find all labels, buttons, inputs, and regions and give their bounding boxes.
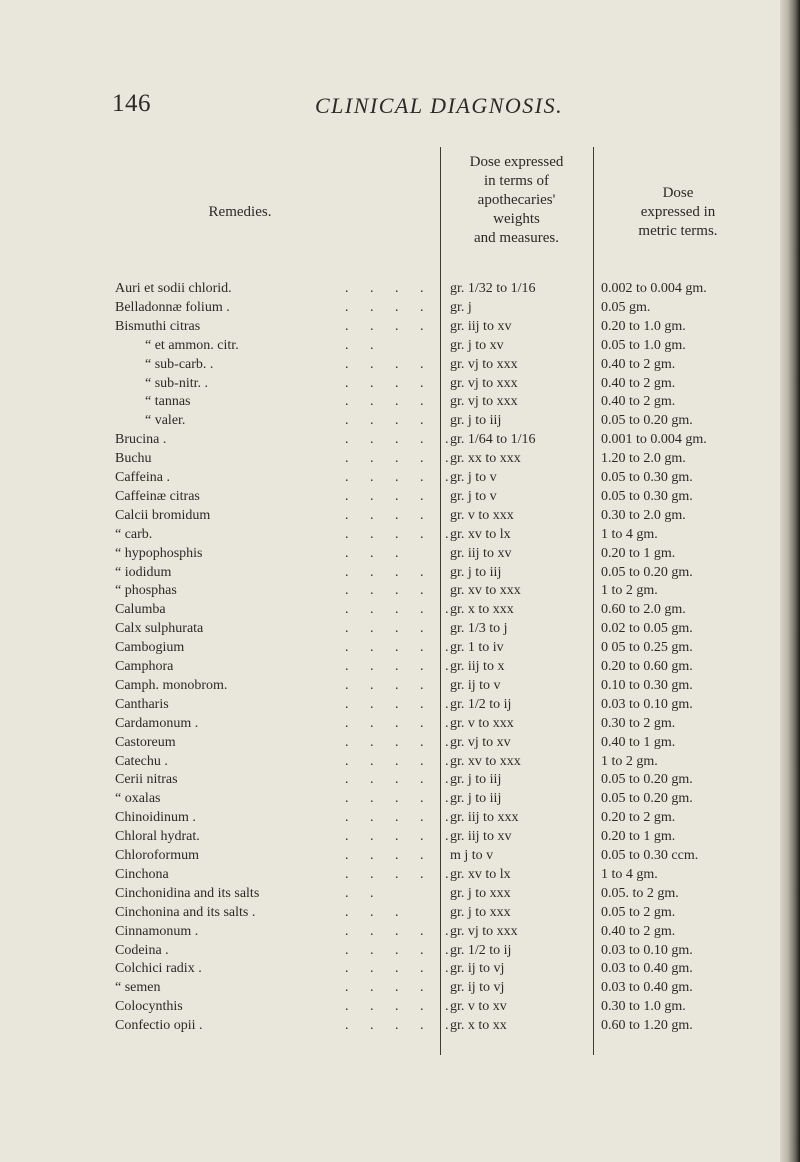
metric-dose: 0 05 to 0.25 gm. xyxy=(601,640,693,656)
remedy-name: Cardamonum . xyxy=(115,715,199,731)
remedy-name: Buchu xyxy=(115,451,152,467)
leader-dots: . . xyxy=(345,885,383,901)
metric-dose: 0.05 to 0.30 gm. xyxy=(601,488,693,504)
table-row xyxy=(0,999,800,1018)
apothecaries-dose: gr. 1/2 to ij xyxy=(450,696,512,712)
remedy-name: Caffeinæ citras xyxy=(115,488,200,504)
table-row xyxy=(0,980,800,999)
metric-dose: 0.20 to 0.60 gm. xyxy=(601,659,693,674)
leader-dots: . . . . xyxy=(345,848,433,863)
metric-dose: 0.05 to 0.30 gm. xyxy=(601,470,693,485)
table-row xyxy=(0,905,800,924)
leader-dots: . . . . . xyxy=(345,602,458,618)
metric-dose: 0.05 to 2 gm. xyxy=(601,904,676,920)
apothecaries-dose: gr. x to xx xyxy=(450,1018,507,1034)
metric-header-line: expressed in xyxy=(640,204,716,220)
table-row xyxy=(0,508,800,527)
table-row xyxy=(0,697,800,716)
remedy-name: Calcii bromidum xyxy=(115,507,211,523)
remedy-name: “ carb. xyxy=(115,526,153,542)
table-row xyxy=(0,394,800,413)
table-row xyxy=(0,640,800,659)
apothecaries-dose: gr. j to xxx xyxy=(450,904,511,920)
table-row xyxy=(0,1018,800,1037)
table-row xyxy=(0,319,800,338)
apothecaries-column-header xyxy=(440,153,593,248)
remedy-name: Bismuthi citras xyxy=(115,318,201,334)
table-row xyxy=(0,886,800,905)
table-row xyxy=(0,772,800,791)
leader-dots: . . . . xyxy=(345,980,433,996)
leader-dots: . . xyxy=(345,337,383,353)
leader-dots: . . . . xyxy=(345,413,433,429)
remedy-name: Caffeina . xyxy=(115,470,170,485)
remedy-name: “ phosphas xyxy=(115,583,177,599)
apothecaries-header-line: weights xyxy=(493,211,540,227)
apothecaries-dose: gr. 1/3 to j xyxy=(450,621,508,637)
leader-dots: . . . . . xyxy=(345,942,458,958)
table-row xyxy=(0,583,800,602)
metric-dose: 0.20 to 1 gm. xyxy=(601,829,676,845)
apothecaries-dose: gr. j xyxy=(450,299,472,315)
table-row xyxy=(0,527,800,546)
metric-dose: 0.001 to 0.004 gm. xyxy=(601,432,707,448)
metric-dose: 0.02 to 0.05 gm. xyxy=(601,621,693,637)
metric-dose: 0.05. to 2 gm. xyxy=(601,885,679,901)
leader-dots: . . . . xyxy=(345,375,433,391)
metric-dose: 0.05 to 0.30 ccm. xyxy=(601,848,699,863)
remedy-name: Cinchonina and its salts . xyxy=(115,904,256,920)
page-header xyxy=(0,90,800,120)
metric-dose: 0.05 to 1.0 gm. xyxy=(601,337,686,353)
leader-dots: . . . . xyxy=(345,583,433,599)
metric-dose: 0.40 to 2 gm. xyxy=(601,394,676,410)
page-number: 146 xyxy=(112,90,151,117)
table-row xyxy=(0,565,800,584)
apothecaries-dose: gr. j to iij xyxy=(450,413,502,429)
table-row xyxy=(0,546,800,565)
apothecaries-dose: gr. j to xxx xyxy=(450,885,511,901)
table-row xyxy=(0,848,800,867)
apothecaries-header-line: Dose expressed xyxy=(469,154,564,170)
remedy-name: “ sub-nitr. . xyxy=(145,375,208,391)
leader-dots: . . . . xyxy=(345,677,433,693)
metric-dose: 1 to 2 gm. xyxy=(601,583,658,599)
remedy-name: Cinchonidina and its salts xyxy=(115,885,260,901)
apothecaries-dose: gr. vj to xxx xyxy=(450,923,518,939)
apothecaries-dose: gr. vj to xv xyxy=(450,734,511,750)
metric-dose: 0.20 to 1 gm. xyxy=(601,545,676,561)
table-row xyxy=(0,810,800,829)
remedy-name: “ semen xyxy=(115,980,161,996)
leader-dots: . . . . . xyxy=(345,829,458,845)
leader-dots: . . . . . xyxy=(345,923,458,939)
leader-dots: . . . . xyxy=(345,356,433,372)
table-row xyxy=(0,357,800,376)
apothecaries-dose: gr. j to v xyxy=(450,470,497,485)
metric-dose: 0.60 to 2.0 gm. xyxy=(601,602,686,618)
leader-dots: . . . . xyxy=(345,621,433,637)
metric-dose: 0.30 to 1.0 gm. xyxy=(601,999,686,1015)
table-row xyxy=(0,791,800,810)
table-row xyxy=(0,943,800,962)
metric-dose: 0.03 to 0.10 gm. xyxy=(601,942,693,958)
apothecaries-dose: gr. xx to xxx xyxy=(450,451,521,467)
metric-dose: 0.40 to 2 gm. xyxy=(601,356,676,372)
apothecaries-dose: gr. vj to xxx xyxy=(450,394,518,410)
leader-dots: . . . . xyxy=(345,564,433,580)
leader-dots: . . . . . xyxy=(345,810,458,826)
leader-dots: . . . . . xyxy=(345,1018,458,1034)
leader-dots: . . . . . xyxy=(345,432,458,448)
apothecaries-dose: gr. 1/32 to 1/16 xyxy=(450,281,536,296)
leader-dots: . . . . . xyxy=(345,791,458,807)
table-row xyxy=(0,338,800,357)
table-row xyxy=(0,621,800,640)
table-row xyxy=(0,754,800,773)
metric-dose: 0.40 to 1 gm. xyxy=(601,734,676,750)
remedy-name: Camph. monobrom. xyxy=(115,677,228,693)
apothecaries-header-line: in terms of xyxy=(484,173,549,189)
table-row xyxy=(0,716,800,735)
table-row xyxy=(0,867,800,886)
metric-dose: 0.05 to 0.20 gm. xyxy=(601,791,693,807)
remedy-name: Castoreum xyxy=(115,734,176,750)
metric-dose: 0.10 to 0.30 gm. xyxy=(601,677,693,693)
apothecaries-header-line: and measures. xyxy=(474,230,559,246)
metric-dose: 0.20 to 1.0 gm. xyxy=(601,318,686,334)
apothecaries-dose: gr. j to iij xyxy=(450,791,502,807)
remedy-name: “ oxalas xyxy=(115,791,161,807)
remedy-name: “ iodidum xyxy=(115,564,172,580)
remedy-name: “ sub-carb. . xyxy=(145,356,214,372)
metric-dose: 1 to 4 gm. xyxy=(601,866,658,882)
table-row xyxy=(0,678,800,697)
table-row xyxy=(0,489,800,508)
apothecaries-dose: gr. xv to lx xyxy=(450,526,511,542)
apothecaries-dose: gr. v to xxx xyxy=(450,507,514,523)
metric-dose: 0.03 to 0.40 gm. xyxy=(601,961,693,977)
apothecaries-dose: gr. v to xxx xyxy=(450,715,514,731)
metric-dose: 1 to 4 gm. xyxy=(601,526,658,542)
metric-dose: 1 to 2 gm. xyxy=(601,753,658,769)
leader-dots: . . . . xyxy=(345,281,433,296)
remedy-name: Cerii nitras xyxy=(115,772,178,788)
leader-dots: . . . . . xyxy=(345,470,458,485)
apothecaries-header-line: apothecaries' xyxy=(477,192,556,208)
leader-dots: . . . . . xyxy=(345,715,458,731)
table-row xyxy=(0,470,800,489)
remedy-name: “ valer. xyxy=(145,413,186,429)
metric-dose: 0.03 to 0.10 gm. xyxy=(601,696,693,712)
apothecaries-dose: gr. xv to lx xyxy=(450,866,511,882)
remedies-column-header xyxy=(150,203,330,222)
table-row xyxy=(0,829,800,848)
apothecaries-dose: gr. 1/64 to 1/16 xyxy=(450,432,536,448)
metric-dose: 0.30 to 2 gm. xyxy=(601,715,676,731)
remedy-name: Calumba xyxy=(115,602,166,618)
table-row xyxy=(0,451,800,470)
leader-dots: . . . . xyxy=(345,394,433,410)
table-row xyxy=(0,602,800,621)
remedy-name: Cinnamonum . xyxy=(115,923,199,939)
table-row xyxy=(0,659,800,678)
metric-dose: 1.20 to 2.0 gm. xyxy=(601,451,686,467)
remedy-name: Confectio opii . xyxy=(115,1018,203,1034)
remedy-name: Codeina . xyxy=(115,942,169,958)
leader-dots: . . . . xyxy=(345,488,433,504)
table-row xyxy=(0,413,800,432)
remedy-name: Chloroformum xyxy=(115,848,199,863)
remedy-name: Calx sulphurata xyxy=(115,621,204,637)
apothecaries-dose: gr. j to iij xyxy=(450,772,502,788)
table-row xyxy=(0,924,800,943)
apothecaries-dose: gr. iij to xxx xyxy=(450,810,519,826)
metric-dose: 0.60 to 1.20 gm. xyxy=(601,1018,693,1034)
remedy-name: “ hypophosphis xyxy=(115,545,203,561)
leader-dots: . . . . . xyxy=(345,451,458,467)
apothecaries-dose: gr. iij to xv xyxy=(450,829,512,845)
metric-header-line: metric terms. xyxy=(638,223,718,239)
leader-dots: . . . . . xyxy=(345,640,458,656)
apothecaries-dose: gr. iij to x xyxy=(450,659,505,674)
metric-dose: 0.05 gm. xyxy=(601,299,651,315)
metric-column-header xyxy=(593,184,763,241)
leader-dots: . . . . . xyxy=(345,734,458,750)
table-row xyxy=(0,376,800,395)
apothecaries-dose: gr. iij to xv xyxy=(450,545,512,561)
apothecaries-dose: gr. 1 to iv xyxy=(450,640,504,656)
leader-dots: . . . xyxy=(345,545,408,561)
leader-dots: . . . . . xyxy=(345,961,458,977)
remedy-name: Colchici radix . xyxy=(115,961,202,977)
apothecaries-dose: gr. x to xxx xyxy=(450,602,514,618)
remedy-name: Brucina . xyxy=(115,432,167,448)
metric-dose: 0.05 to 0.20 gm. xyxy=(601,564,693,580)
apothecaries-dose: gr. v to xv xyxy=(450,999,507,1015)
metric-dose: 0.30 to 2.0 gm. xyxy=(601,507,686,523)
remedy-name: “ tannas xyxy=(145,394,191,410)
leader-dots: . . . . . xyxy=(345,659,458,674)
remedy-name: Chinoidinum . xyxy=(115,810,196,826)
leader-dots: . . . . xyxy=(345,507,433,523)
remedy-name: Auri et sodii chlorid. xyxy=(115,281,232,296)
table-row xyxy=(0,432,800,451)
remedy-name: Cinchona xyxy=(115,866,169,882)
leader-dots: . . . . . xyxy=(345,772,458,788)
apothecaries-dose: gr. ij to v xyxy=(450,677,501,693)
running-title: CLINICAL DIAGNOSIS. xyxy=(315,93,564,118)
table-row xyxy=(0,300,800,319)
leader-dots: . . . . xyxy=(345,318,433,334)
apothecaries-dose: gr. vj to xxx xyxy=(450,375,518,391)
metric-dose: 0.05 to 0.20 gm. xyxy=(601,413,693,429)
apothecaries-dose: gr. iij to xv xyxy=(450,318,512,334)
metric-dose: 0.40 to 2 gm. xyxy=(601,923,676,939)
metric-dose: 0.05 to 0.20 gm. xyxy=(601,772,693,788)
leader-dots: . . . . . xyxy=(345,526,458,542)
table-row xyxy=(0,735,800,754)
apothecaries-dose: gr. xv to xxx xyxy=(450,753,521,769)
remedy-name: Colocynthis xyxy=(115,999,183,1015)
remedies-header-label: Remedies. xyxy=(208,204,272,220)
remedy-name: Belladonnæ folium . xyxy=(115,299,230,315)
leader-dots: . . . . . xyxy=(345,999,458,1015)
remedy-name: Chloral hydrat. xyxy=(115,829,200,845)
metric-header-line: Dose xyxy=(662,185,694,201)
apothecaries-dose: gr. j to v xyxy=(450,488,497,504)
metric-dose: 0.002 to 0.004 gm. xyxy=(601,281,707,296)
leader-dots: . . . xyxy=(345,904,408,920)
table-row xyxy=(0,281,800,300)
apothecaries-dose: m j to v xyxy=(450,848,494,863)
table-row xyxy=(0,961,800,980)
metric-dose: 0.40 to 2 gm. xyxy=(601,375,676,391)
remedy-name: Cantharis xyxy=(115,696,169,712)
apothecaries-dose: gr. j to iij xyxy=(450,564,502,580)
remedy-name: Catechu . xyxy=(115,753,168,769)
metric-dose: 0.03 to 0.40 gm. xyxy=(601,980,693,996)
remedy-name: “ et ammon. citr. xyxy=(145,337,239,353)
apothecaries-dose: gr. vj to xxx xyxy=(450,356,518,372)
apothecaries-dose: gr. ij to vj xyxy=(450,980,505,996)
apothecaries-dose: gr. j to xv xyxy=(450,337,504,353)
remedy-name: Camphora xyxy=(115,659,174,674)
leader-dots: . . . . . xyxy=(345,753,458,769)
leader-dots: . . . . . xyxy=(345,866,458,882)
remedy-name: Cambogium xyxy=(115,640,185,656)
apothecaries-dose: gr. xv to xxx xyxy=(450,583,521,599)
apothecaries-dose: gr. 1/2 to ij xyxy=(450,942,512,958)
leader-dots: . . . . . xyxy=(345,696,458,712)
leader-dots: . . . . xyxy=(345,299,433,315)
metric-dose: 0.20 to 2 gm. xyxy=(601,810,676,826)
apothecaries-dose: gr. ij to vj xyxy=(450,961,505,977)
